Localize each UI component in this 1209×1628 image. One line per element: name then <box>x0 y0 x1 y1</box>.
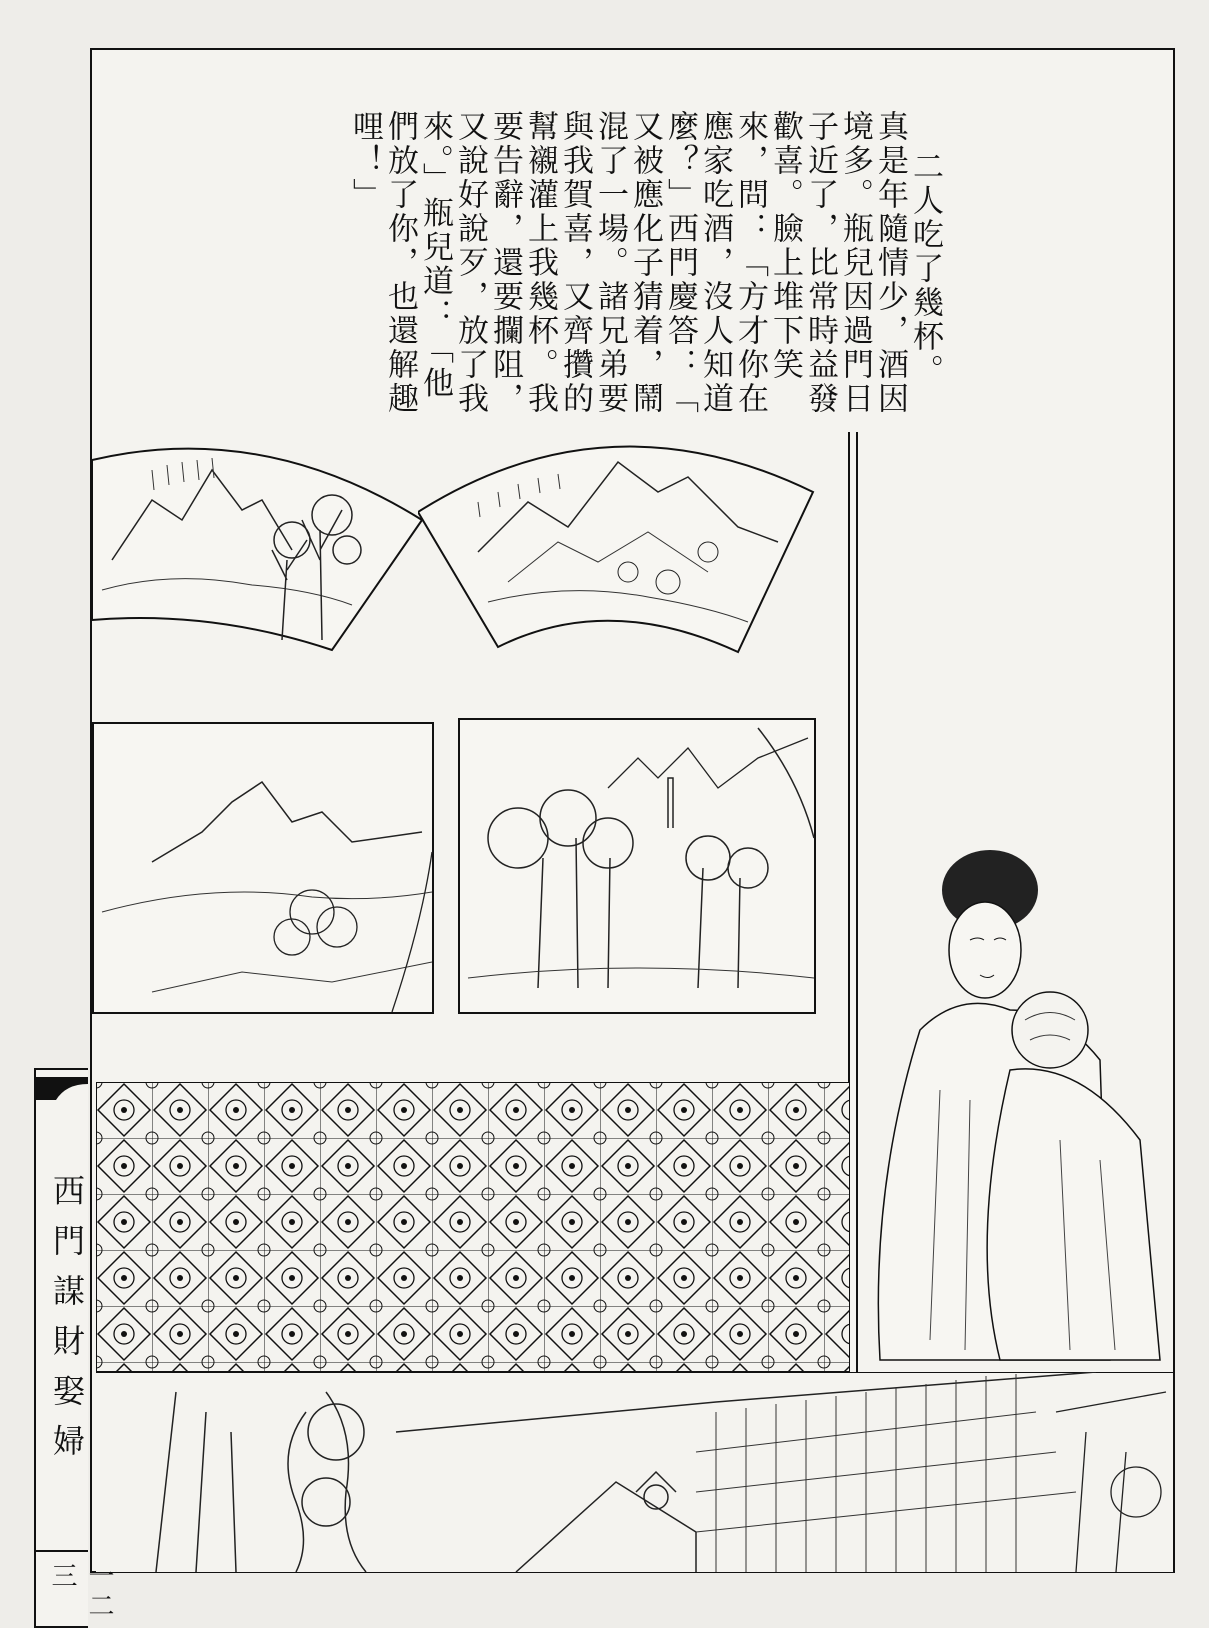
text-column: 又被應化子猜着，鬧 <box>627 110 663 416</box>
couple-embrace-illustration <box>860 840 1175 1370</box>
tab-divider <box>36 1550 88 1552</box>
square-painting-left <box>92 722 434 1014</box>
text-column: 應家吃酒，沒人知道 <box>697 110 733 416</box>
text-column: 來。」瓶兒道：「他 <box>417 110 453 401</box>
text-column: 麼？」西門慶答：「 <box>662 110 698 416</box>
roof-garden-illustration <box>96 1372 1173 1572</box>
text-column: 來，問：「方才你在 <box>732 110 768 416</box>
text-column: 又說好說歹，放了我 <box>452 110 488 416</box>
chapter-title: 西門謀財娶婦 <box>48 1174 86 1474</box>
text-column: 歡喜。臉上堆下笑 <box>767 110 803 382</box>
lattice-window-pattern <box>96 1082 850 1372</box>
text-column: 幫襯灌上我幾杯。我 <box>522 110 558 416</box>
square-painting-right <box>458 718 816 1014</box>
text-column: 子近了，比常時益發 <box>802 110 838 416</box>
text-column: 要告辭，還要攔阻， <box>487 110 523 416</box>
page-number: 一二三 <box>47 1562 114 1622</box>
text-column: 二人吃了幾杯。 <box>907 150 943 388</box>
text-column: 與我賀喜，又齊攢的 <box>557 110 593 416</box>
fan-painting-left <box>92 440 432 660</box>
text-column: 境多。瓶兒因過門日 <box>837 110 873 416</box>
side-chapter-tab <box>34 1068 114 1628</box>
tab-cap-ornament <box>36 1070 88 1110</box>
text-column: 真是年隨情少，酒因 <box>872 110 908 416</box>
text-column: 哩！」 <box>347 110 383 212</box>
text-column: 們放了你，也還解趣 <box>382 110 418 416</box>
text-column: 混了一場。諸兄弟要 <box>592 110 628 416</box>
fan-painting-right <box>418 432 818 662</box>
